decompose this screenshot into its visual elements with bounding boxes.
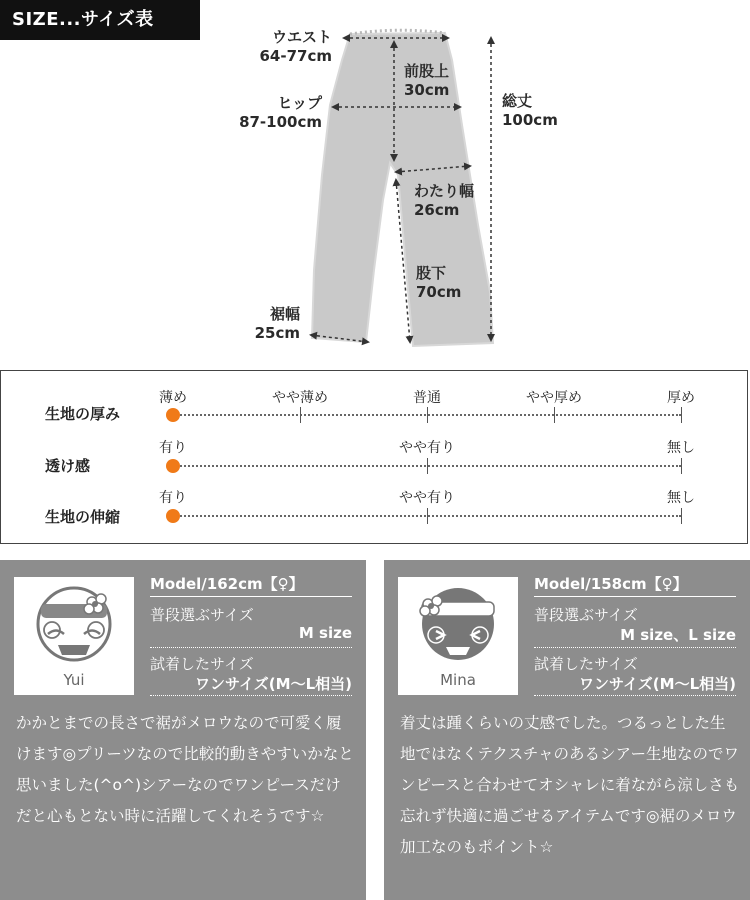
divider xyxy=(150,647,352,648)
tick xyxy=(681,407,682,423)
thigh-label xyxy=(414,182,474,220)
tick xyxy=(427,407,428,423)
avatar xyxy=(398,577,518,695)
tick xyxy=(681,508,682,524)
thigh-value: 26cm xyxy=(414,201,460,219)
model-comment: かかとまでの長さで裾がメロウなので可愛く履けます◎プリーツなので比較的動きやすいかなと思いました(^o^)シアーなのでワンピースだけだと心もとない時に活躍してくれそうです☆ xyxy=(16,714,354,825)
front-rise-label xyxy=(404,62,449,100)
model-card-yui xyxy=(0,560,366,900)
tick xyxy=(427,458,428,474)
hip-label xyxy=(216,94,322,132)
thickness-label: 生地の厚み xyxy=(45,405,121,423)
divider xyxy=(150,695,352,696)
scale-slightly-thick: やや厚め xyxy=(526,390,582,406)
scale-slightly-thin: やや薄め xyxy=(272,390,328,406)
thigh-name: わたり幅 xyxy=(414,182,475,200)
total-length-value: 100cm xyxy=(502,111,558,129)
usual-size-label: 普段選ぶサイズ xyxy=(534,606,638,624)
tried-size-value: ワンサイズ(M〜L相当) xyxy=(579,675,736,693)
hem-value: 25cm xyxy=(254,324,300,342)
waist-value: 64-77cm xyxy=(259,47,332,65)
scale-yes: 有り xyxy=(159,490,187,506)
model-comment: 着丈は踵くらいの丈感でした。つるっとした生地ではなくテクスチャのあるシアー生地なのでワンピースと合わせてオシャレに着ながら涼しさも忘れず快適に過ごせるアイテムです◎裾のメロウ加工なのもポイント☆ xyxy=(400,714,740,856)
waist-label xyxy=(236,28,332,66)
tried-size-label: 試着したサイズ xyxy=(534,655,638,673)
waist-name: ウエスト xyxy=(271,28,332,46)
avatar-name: Yui xyxy=(63,671,85,689)
tick xyxy=(681,458,682,474)
fabric-properties-table xyxy=(0,370,748,544)
sheerness-label: 透け感 xyxy=(45,457,91,475)
avatar-name: Mina xyxy=(440,671,476,689)
usual-size-value: M size xyxy=(298,624,352,642)
front-rise-name: 前股上 xyxy=(404,62,450,80)
scale-thin: 薄め xyxy=(159,390,187,406)
front-rise-value: 30cm xyxy=(404,81,450,99)
total-length-label xyxy=(502,92,558,130)
avatar-mina-icon xyxy=(398,577,518,672)
scale-somewhat: やや有り xyxy=(399,440,455,456)
avatar-yui-icon xyxy=(14,577,134,672)
inseam-label xyxy=(416,264,461,302)
tried-size-value: ワンサイズ(M〜L相当) xyxy=(195,675,352,693)
scale-thick: 厚め xyxy=(667,390,695,406)
stretch-indicator xyxy=(166,509,180,523)
inseam-name: 股下 xyxy=(416,264,447,282)
model-title: Model/162cm【♀】 xyxy=(150,575,304,593)
tried-size-label: 試着したサイズ xyxy=(150,655,254,673)
sheerness-indicator xyxy=(166,459,180,473)
divider xyxy=(150,596,352,597)
scale-none: 無し xyxy=(667,490,695,506)
tick xyxy=(300,407,301,423)
scale-somewhat: やや有り xyxy=(399,490,455,506)
hem-name: 裾幅 xyxy=(269,305,300,323)
thickness-indicator xyxy=(166,408,180,422)
model-title: Model/158cm【♀】 xyxy=(534,575,688,593)
size-chart-tag: SIZE...サイズ表 xyxy=(0,0,200,40)
usual-size-value: M size、L size xyxy=(620,626,736,644)
scale-yes: 有り xyxy=(159,440,187,456)
model-card-mina xyxy=(384,560,750,900)
tick xyxy=(554,407,555,423)
pants-diagram xyxy=(0,0,750,365)
tick xyxy=(427,508,428,524)
hip-name: ヒップ xyxy=(277,94,322,112)
scale-none: 無し xyxy=(667,440,695,456)
divider xyxy=(534,596,736,597)
usual-size-label: 普段選ぶサイズ xyxy=(150,606,254,624)
divider xyxy=(534,695,736,696)
stretch-label: 生地の伸縮 xyxy=(45,508,121,526)
total-length-name: 総丈 xyxy=(502,92,533,110)
inseam-value: 70cm xyxy=(416,283,462,301)
scale-normal: 普通 xyxy=(413,390,441,406)
hip-value: 87-100cm xyxy=(239,113,322,131)
hem-label xyxy=(240,305,300,343)
avatar xyxy=(14,577,134,695)
divider xyxy=(534,647,736,648)
